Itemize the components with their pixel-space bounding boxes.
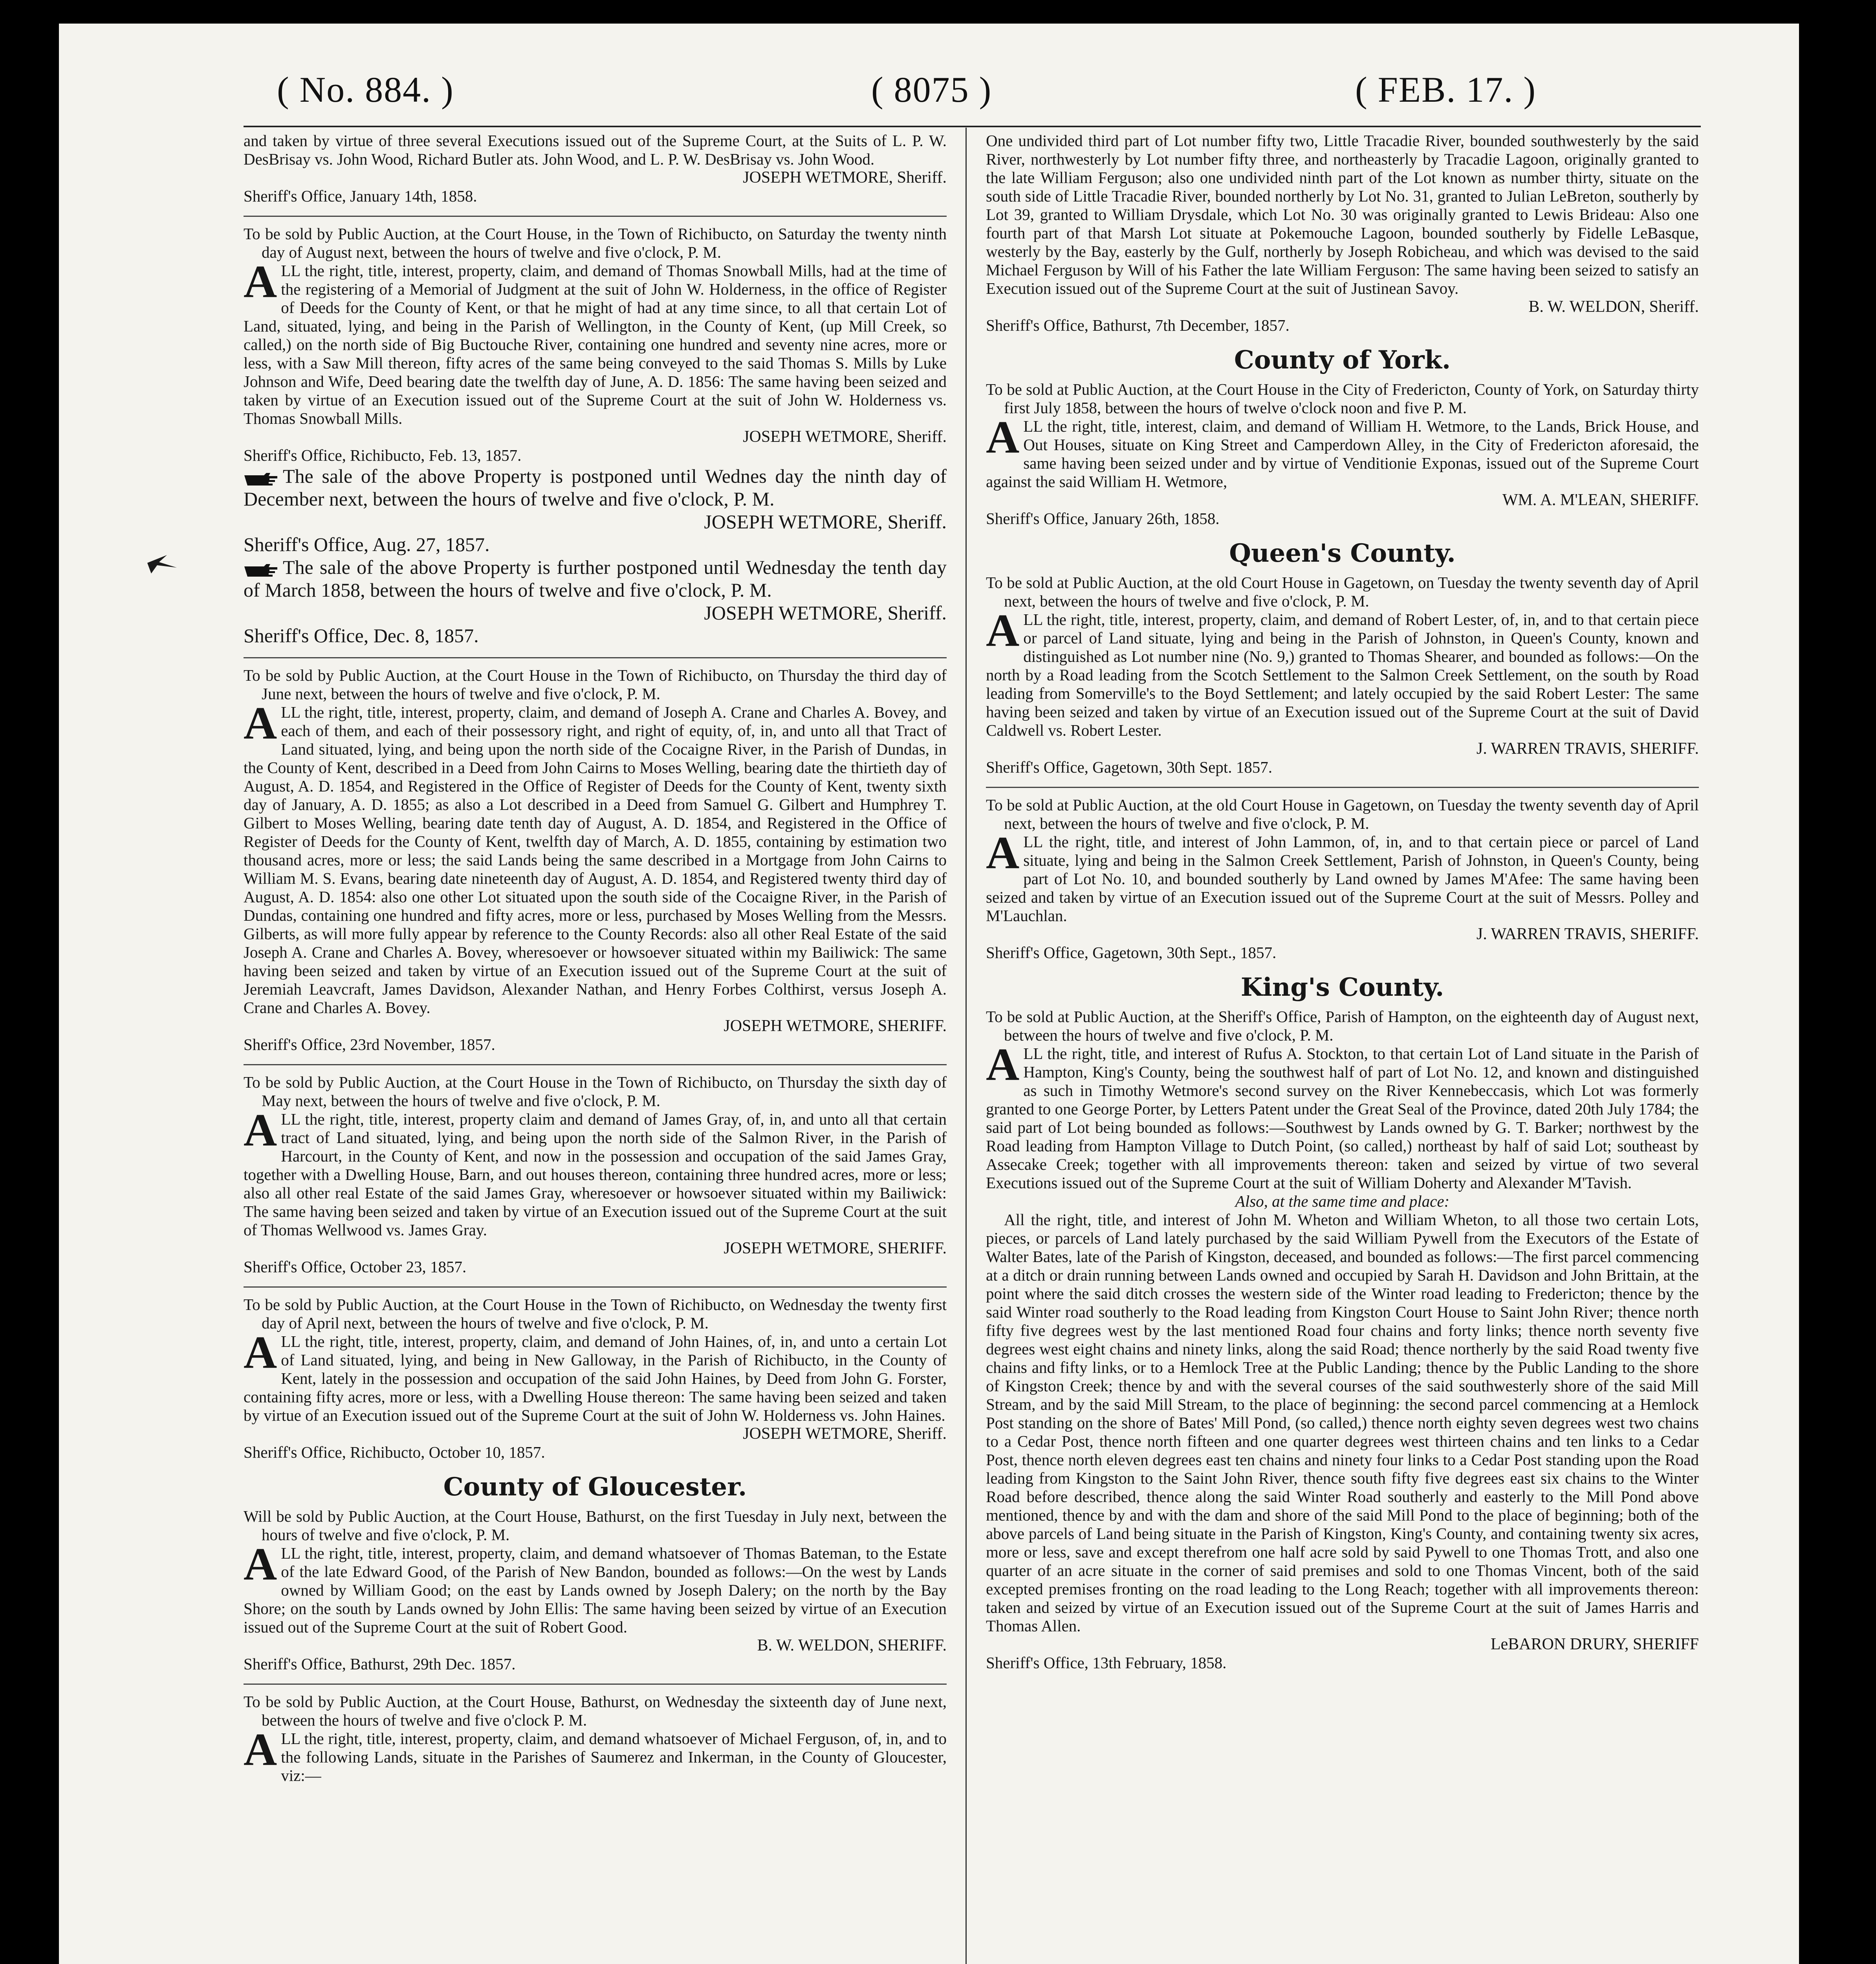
office-date: Sheriff's Office, 23rd November, 1857. [244, 1035, 495, 1053]
notice-intro: To be sold at Public Auction, at the old Court House in Gagetown, on Tuesday the twenty seventh day of April next, between the hours of twelve and five o'clock, P. M. [986, 796, 1699, 832]
notice-wetmore [986, 380, 1699, 528]
county-york-heading: County of York. [1234, 345, 1451, 375]
notice-intro: To be sold by Public Auction, at the Court House, Bathurst, on Wednesday the sixteenth day of June next, between the hours of twelve and five o'clock P. M. [244, 1693, 947, 1729]
notice-intro: To be sold by Public Auction, at the Court House in the Town of Richibucto, on Wednesday the twenty first day of April next, between the hours of twelve and five o'clock, P. M. [244, 1295, 947, 1332]
county-gloucester-heading: County of Gloucester. [443, 1472, 747, 1502]
office-date: Sheriff's Office, October 23, 1857. [244, 1258, 467, 1276]
drop-cap: A [244, 697, 277, 749]
also-subheading: Also, at the same time and place: [1235, 1192, 1450, 1210]
notice-text: and taken by virtue of three several Executions issued out of the Supreme Court, at the Suits of L. P. W. DesBrisay vs. John Wood, Richard Butler ats. John Wood, and L. P. W. DesBrisay vs. John Wood. [244, 132, 947, 168]
office-date: Sheriff's Office, 13th February, 1858. [986, 1654, 1227, 1672]
queens-county-heading: Queen's County. [1229, 539, 1456, 568]
sheriff-signature: JOSEPH WETMORE, Sheriff. [704, 511, 947, 533]
office-date: Sheriff's Office, Bathurst, 29th Dec. 1857. [244, 1655, 516, 1673]
notice-text: LL the right, title, interest, property, claim, and demand whatsoever of Michael Ferguson, of, in, and to the following Lands, situate in the Parishes of Saumerez and Inkerman, in the County of Gloucester, viz:— [281, 1729, 947, 1784]
notice-intro: To be sold by Public Auction, at the Court House in the Town of Richibucto, on Thursday the sixth day of May next, between the hours of twelve and five o'clock, P. M. [244, 1073, 947, 1110]
sheriff-signature: J. WARREN TRAVIS, SHERIFF. [1476, 925, 1699, 943]
office-date: Sheriff's Office, January 26th, 1858. [986, 509, 1220, 528]
drop-cap: A [986, 1039, 1020, 1090]
drop-cap: A [986, 605, 1020, 656]
sheriff-signature: B. W. WELDON, SHERIFF. [757, 1636, 947, 1654]
pointing-hand-icon [244, 562, 279, 577]
drop-cap: A [244, 1724, 277, 1775]
newspaper-page [59, 24, 1799, 1964]
office-date: Sheriff's Office, Richibucto, Feb. 13, 1857. [244, 446, 522, 464]
notice-text: One undivided third part of Lot number fifty two, Little Tracadie River, bounded southwesterly by the said River, northwesterly by Lot number fifty three, and northeasterly by Tracadie Lagoon, originally granted to the late William Ferguson; also one undivided ninth part of the Lot known as number thirty, situate on the south side of Little Tracadie River, bounded northerly by Lot No. 31, granted to Julian LeBreton, southerly by Lot 39, granted to William Drysdale, which Lot No. 30 was originally granted to Lewis Brideau: Also one fourth part of that Marsh Lot situate at Pokemouche Lagoon, bounded southerly by Fidelle LeBasque, westerly by the Bay, easterly by the Gulf, northerly by Joseph Robicheau, and which was devised to the said Michael Ferguson by Will of his Father the late William Ferguson: The same having been seized to satisfy an Execution issued out of the Supreme Court at the suit of Justinean Savoy. [986, 132, 1699, 297]
notice-intro: To be sold by Public Auction, at the Court House in the Town of Richibucto, on Thursday the third day of June next, between the hours of twelve and five o'clock, P. M. [244, 666, 947, 703]
notice-intro: To be sold by Public Auction, at the Court House, in the Town of Richibucto, on Saturday the twenty ninth day of August next, between the hours of twelve and five o'clock, P. M. [244, 225, 947, 261]
notice-mills [244, 225, 947, 647]
notice-intro: Will be sold by Public Auction, at the Court House, Bathurst, on the first Tuesday in July next, between the hours of twelve and five o'clock, P. M. [244, 1507, 947, 1544]
postponement-text: The sale of the above Property is further postponed until Wednesday the tenth day of March 1858, between the hours of twelve and five o'clock, P. M. [244, 556, 947, 601]
drop-cap: A [244, 256, 277, 307]
header-rule [244, 126, 1701, 127]
notice-crane-bovey [244, 666, 947, 1054]
notice-ferguson [244, 1693, 947, 1785]
drop-cap: A [986, 411, 1020, 463]
postponement-text: The sale of the above Property is postponed until Wednes day the ninth day of December next, between the hours of twelve and five o'clock, P. M. [244, 465, 947, 510]
office-date: Sheriff's Office, Dec. 8, 1857. [244, 625, 479, 647]
sheriff-signature: JOSEPH WETMORE, Sheriff. [704, 602, 947, 624]
office-date: Sheriff's Office, Aug. 27, 1857. [244, 533, 490, 555]
drop-cap: A [244, 1326, 277, 1378]
notice-lammon [986, 796, 1699, 962]
ink-blot-mark [143, 552, 179, 575]
column-divider [965, 128, 967, 1964]
notice-gray [244, 1073, 947, 1276]
separator [986, 787, 1699, 788]
sheriff-signature: B. W. WELDON, Sheriff. [1528, 298, 1699, 316]
issue-date: ( FEB. 17. ) [1355, 70, 1536, 110]
office-date: Sheriff's Office, Bathurst, 7th December, 1857. [986, 316, 1290, 334]
sheriff-signature: JOSEPH WETMORE, Sheriff. [743, 169, 947, 187]
notice-stockton [986, 1008, 1699, 1672]
sheriff-signature: JOSEPH WETMORE, SHERIFF. [724, 1239, 947, 1257]
notice-text: LL the right, title, interest, property, claim, and demand of Joseph A. Crane and Charles A. Bovey, and each of them, and each of their possessory right, and right of equity, of, in, and unto all that Tract of Land situated, lying, and being upon the north side of the Cocaigne River, in the Parish of Dundas, in the County of Kent, described in a Deed from John Cairns to Moses Welling, bearing date the thirtieth day of August, A. D. 1854, and Registered in the Office of Register of Deeds for the County of Kent, twenty sixth day of January, A. D. 1855; as also a Lot described in a Deed from Samuel G. Gilbert and Humphrey T. Gilbert to Moses Welling, bearing date tenth day of August, A. D. 1854, and Registered in the Office of Register of Deeds for the County of Kent, twelfth day of March, A. D. 1855, containing by estimation two thousand acres, more or less; the said Lands being the same described in a Mortgage from John Cairns to William M. S. Evans, bearing date nineteenth day of August, A. D. 1854, and Registered twenty third day of August, A. D. 1854: also one other Lot situated upon the south side of the Cocaigne River, in the Parish of Dundas, containing one hundred and fifty acres, more or less, purchased by Moses Welling from the Messrs. Gilberts, as will more fully appear by reference to the County Records: also all other Real Estate of the said Joseph A. Crane and Charles A. Bovey, wheresoever or howsoever situated within my Bailiwick: The same having been seized and taken by virtue of an Execution issued out of the Supreme Court at the suit of Jeremiah Leavcraft, James Davidson, Alexander Nathan, and Henry Forbes Colthirst, versus Joseph A. Crane and Charles A. Bovey. [244, 703, 947, 1017]
notice-text: LL the right, title, interest, property, claim, and demand of Thomas Snowball Mills, had at the time of the registering of a Memorial of Judgment at the suit of John W. Holderness, in the office of Register of Deeds for the County of Kent, or that he might of had at any time since, to all that certain Lot of Land, situated, lying, and being in the Parish of Wellington, in the County of Kent, (up Mill Creek, so called,) on the north side of Big Buctouche River, containing one hundred and seventy nine acres, more or less, with a Saw Mill thereon, fifty acres of the same being conveyed to the said Thomas S. Mills by Luke Johnson and Wife, Deed bearing date the twelfth day of June, A. D. 1856: The same having been seized and taken by virtue of an Execution issued out of the Supreme Court at the suit of John W. Holderness vs. Thomas Snowball Mills. [244, 262, 947, 427]
notice-text: LL the right, title, interest, claim, and demand of William H. Wetmore, to the Lands, Brick House, and Out Houses, situate on King Street and Camperdown Alley, in the City of Fredericton aforesaid, the same having been seized under and by virtue of Venditionie Exponas, issued out of the Supreme Court against the said William H. Wetmore, [986, 417, 1699, 491]
office-date: Sheriff's Office, Richibucto, October 10, 1857. [244, 1443, 545, 1461]
notice-text: LL the right, title, interest, property, claim, and demand of John Haines, of, in, and unto a certain Lot of Land situated, lying, and being in New Galloway, in the Parish of Richibucto, in the County of Kent, lately in the possession and occupation of the said John Haines, by Deed from John G. Forster, containing fifty acres, more or less, with a Dwelling House thereon: The same having been seized and taken by virtue of an Execution issued out of the Supreme Court at the suit of John W. Holderness vs. John Haines. [244, 1332, 947, 1424]
notice-desbrisay [244, 132, 947, 205]
notice-intro: To be sold at Public Auction, at the old Court House in Gagetown, on Tuesday the twenty seventh day of April next, between the hours of twelve and five o'clock, P. M. [986, 573, 1699, 610]
notice-intro: To be sold at Public Auction, at the Sheriff's Office, Parish of Hampton, on the eighteenth day of August next, between the hours of twelve and five o'clock, P. M. [986, 1008, 1699, 1044]
sheriff-signature: LeBARON DRURY, SHERIFF [1490, 1635, 1699, 1653]
page-number: ( 8075 ) [871, 70, 992, 110]
sheriff-signature: JOSEPH WETMORE, SHERIFF. [724, 1017, 947, 1035]
separator [244, 1286, 947, 1288]
issue-number: ( No. 884. ) [277, 70, 454, 110]
notice-text-wheton: All the right, title, and interest of John M. Wheton and William Wheton, to all those two certain Lots, pieces, or parcels of Land lately purchased by the said William Pywell from the Executors of the Estate of Walter Bates, late of the Parish of Kingston, deceased, and bounded as follows:—The first parcel commencing at a ditch or drain running between Lands owned and occupied by Sarah H. Davidson and John Brittain, at the point where the said ditch crosses the western side of the Winter road leading to Fredericton; thence by the said Winter road southerly to the Road leading from Kingston Court House to Saint John River; thence north fifty five degrees west by the last mentioned Road four chains and forty links; thence north seventy five degrees west eight chains and ninety links, along the said Road; thence northerly by the said Road twenty five chains and fifty links, or to a Hemlock Tree at the Public Landing; thence by the Public Landing to the shore of Kingston Creek; thence by and with the several courses of the said southwesterly shore of the said Mill Stream, and by the said Mill Stream, to the place of beginning: the second parcel commencing at a Hemlock Post standing on the shore of Bates' Mill Pond, (so called,) thence north eighty seven degrees west two chains to a Cedar Post, thence north fifteen and one quarter degrees west thirteen chains and ten links to a Cedar Post, thence north eleven degrees east ten chains and ninety four links to a Cedar Post standing upon the Road leading from Kingston to the Saint John River, thence south fifty five degrees east six chains to the Winter Road before described, thence along the said Winter Road southerly and easterly to the Mill Pond above mentioned, thence by and with the dam and shore of the said Mill Pond to the place of beginning; both of the above parcels of Land being situate in the Parish of Kingston, King's County, and containing twenty six acres, more or less, save and except therefrom one half acre sold by said Pywell to one Thomas Trott, and also one quarter of an acre situate in the corner of said premises and sold to one Thomas Vincent, both of the said excepted premises fronting on the road leading to the Long Reach; together with all improvements thereon: taken and seized by virtue of an Execution issued out of the Supreme Court at the suit of James Harris and Thomas Allen. [986, 1211, 1699, 1635]
separator [244, 1684, 947, 1685]
left-column [244, 132, 947, 1795]
office-date: Sheriff's Office, January 14th, 1858. [244, 187, 477, 205]
sheriff-signature: JOSEPH WETMORE, Sheriff. [743, 1425, 947, 1443]
right-column [986, 132, 1699, 1682]
separator [244, 1064, 947, 1065]
office-date: Sheriff's Office, Gagetown, 30th Sept., 1857. [986, 944, 1277, 962]
notice-text: LL the right, title, and interest of Rufus A. Stockton, to that certain Lot of Land situate in the Parish of Hampton, King's County, being the southwest half of part of Lot No. 12, and known and distinguished as such in Timothy Wetmore's second survey on the River Kennebeccasis, which Lot was formerly granted to one George Porter, by Letters Patent under the Great Seal of the Province, dated 20th July 1784; the said part of Lot being bounded as follows:—Southwest by Lands owned by G. T. Barker; northwest by the Road leading from Hampton Village to Dutch Point, (so called,) northeast by half of said Lot; southeast by Assecake Creek; together with all improvements thereon: taken and seized by virtue of two several Executions issued out of the Supreme Court at the suit of William Doherty and Alexander M'Tavish. [986, 1044, 1699, 1192]
drop-cap: A [244, 1538, 277, 1590]
kings-county-heading: King's County. [1240, 973, 1444, 1002]
notice-text: LL the right, title, interest, property, claim, and demand of Robert Lester, of, in, and to that certain piece or parcel of Land situate, lying and being in the Parish of Johnston, in Queen's County, known and distinguished as Lot number nine (No. 9,) granted to Thomas Shearer, and bounded as follows:—On the north by a Road leading from the Scotch Settlement to the Salmon Creek Settlement, on the south by Road leading from Somerville's to the Boyd Settlement; and lately occupied by the said Robert Lester: The same having been seized and taken by virtue of an Execution issued out of the Supreme Court at the suit of David Caldwell vs. Robert Lester. [986, 610, 1699, 739]
sheriff-signature: J. WARREN TRAVIS, SHERIFF. [1476, 740, 1699, 758]
notice-ferguson-cont [986, 132, 1699, 335]
drop-cap: A [244, 1104, 277, 1156]
separator [244, 216, 947, 217]
notice-haines [244, 1295, 947, 1462]
sheriff-signature: JOSEPH WETMORE, Sheriff. [743, 428, 947, 446]
notice-intro: To be sold at Public Auction, at the Court House in the City of Fredericton, County of York, on Saturday thirty first July 1858, between the hours of twelve o'clock noon and five P. M. [986, 380, 1699, 417]
pointing-hand-icon [244, 471, 279, 486]
separator [244, 657, 947, 658]
notice-text: LL the right, title, and interest of John Lammon, of, in, and to that certain piece or parcel of Land situate, lying and being in the Salmon Creek Settlement, Parish of Johnston, in Queen's County, being part of Lot No. 10, and bounded southerly by Land owned by James M'Afee: The same having been seized and taken by virtue of an Execution issued out of the Supreme Court at the suit of Messrs. Polley and M'Lauchlan. [986, 833, 1699, 925]
sheriff-signature: WM. A. M'LEAN, SHERIFF. [1502, 491, 1699, 509]
notice-text: LL the right, title, interest, property, claim, and demand whatsoever of Thomas Bateman, to the Estate of the late Edward Good, of the Parish of New Bandon, bounded as follows:—On the west by Lands owned by William Good; on the east by Lands owned by Joseph Dalery; on the north by the Bay Shore; on the south by Lands owned by John Ellis: The same having been seized by virtue of an Execution issued out of the Supreme Court at the suit of Robert Good. [244, 1544, 947, 1636]
drop-cap: A [986, 827, 1020, 878]
notice-lester [986, 573, 1699, 777]
notice-bateman [244, 1507, 947, 1673]
office-date: Sheriff's Office, Gagetown, 30th Sept. 1857. [986, 758, 1272, 776]
notice-text: LL the right, title, interest, property claim and demand of James Gray, of, in, and unto all that certain tract of Land situated, lying, and being upon the north side of the Salmon River, in the Parish of Harcourt, in the County of Kent, and now in the possession and occupation of the said James Gray, together with a Dwelling House, Barn, and out houses thereon, containing three hundred acres, more or less; also all other real Estate of the said James Gray, wheresoever or howsoever situated within my Bailiwick: The same having been seized and taken by virtue of an Execution issued out of the Supreme Court at the suit of Thomas Wellwood vs. James Gray. [244, 1110, 947, 1239]
